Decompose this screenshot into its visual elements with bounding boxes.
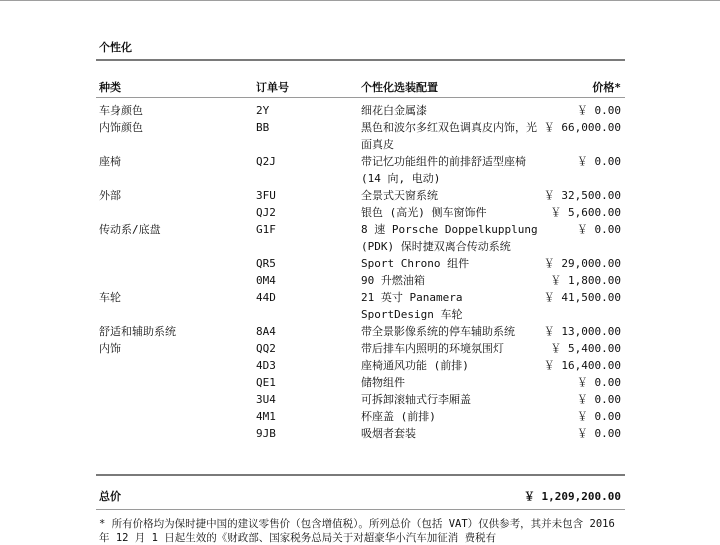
header-price: 价格* — [592, 81, 621, 94]
row-order-code: Q2J — [256, 155, 276, 168]
row-option-description: 细花白金属漆 — [361, 104, 427, 117]
table-row — [0, 323, 720, 340]
table-row — [0, 374, 720, 391]
row-option-description: 带后排车内照明的环境氛围灯 — [361, 342, 504, 355]
table-row — [0, 153, 720, 187]
row-option-description: 杯座盖 (前排) — [361, 410, 436, 423]
options-table — [0, 102, 720, 442]
row-category: 外部 — [99, 189, 121, 202]
row-option-description: 可拆卸滚轴式行李厢盖 — [361, 393, 471, 406]
table-row — [0, 357, 720, 374]
row-option-description: 全景式天窗系统 — [361, 189, 438, 202]
row-order-code: 4D3 — [256, 359, 276, 372]
row-option-description: 90 升燃油箱 — [361, 274, 425, 287]
table-row — [0, 204, 720, 221]
total-value: ￥ 1,209,200.00 — [523, 490, 621, 503]
row-price: ￥ 41,500.00 — [543, 291, 621, 304]
row-category: 内饰 — [99, 342, 121, 355]
row-option-description: 储物组件 — [361, 376, 405, 389]
table-row — [0, 221, 720, 255]
row-category: 车身颜色 — [99, 104, 143, 117]
footer-divider — [96, 509, 625, 510]
row-option-description: 座椅通风功能 (前排) — [361, 359, 469, 372]
row-order-code: 3FU — [256, 189, 276, 202]
row-option-description: 带记忆功能组件的前排舒适型座椅 (14 向, 电动) — [361, 155, 526, 185]
row-category: 内饰颜色 — [99, 121, 143, 134]
row-option-description: 吸烟者套装 — [361, 427, 416, 440]
row-order-code: 2Y — [256, 104, 270, 117]
row-order-code: QE1 — [256, 376, 276, 389]
row-price: ￥ 1,800.00 — [550, 274, 621, 287]
header-order-code: 订单号 — [256, 81, 289, 94]
table-row — [0, 340, 720, 357]
row-order-code: 0M4 — [256, 274, 276, 287]
row-option-description: Sport Chrono 组件 — [361, 257, 470, 270]
row-category: 座椅 — [99, 155, 121, 168]
row-order-code: QR5 — [256, 257, 276, 270]
top-divider — [0, 0, 720, 1]
row-price: ￥ 0.00 — [576, 393, 621, 406]
row-price: ￥ 0.00 — [576, 427, 621, 440]
row-price: ￥ 66,000.00 — [543, 121, 621, 134]
row-price: ￥ 13,000.00 — [543, 325, 621, 338]
table-row — [0, 408, 720, 425]
row-order-code: 4M1 — [256, 410, 276, 423]
row-option-description: 21 英寸 Panamera SportDesign 车轮 — [361, 291, 463, 321]
row-price: ￥ 0.00 — [576, 223, 621, 236]
table-row — [0, 119, 720, 153]
table-row — [0, 425, 720, 442]
row-order-code: QQ2 — [256, 342, 276, 355]
row-category: 传动系/底盘 — [99, 223, 161, 236]
header-divider — [96, 97, 625, 98]
table-row — [0, 272, 720, 289]
row-order-code: 3U4 — [256, 393, 276, 406]
row-price: ￥ 16,400.00 — [543, 359, 621, 372]
row-category: 舒适和辅助系统 — [99, 325, 176, 338]
price-footnote: * 所有价格均为保时捷中国的建议零售价（包含增值税）。所列总价（包括 VAT）仅供参考，其并未包含 2016 年 12 月 1 日起生效的《财政部、国家税务总局关于对超豪华小汽车加征消 费税有 — [99, 518, 615, 544]
row-price: ￥ 0.00 — [576, 410, 621, 423]
row-order-code: QJ2 — [256, 206, 276, 219]
row-price: ￥ 0.00 — [576, 104, 621, 117]
row-option-description: 银色 (高光) 侧车窗饰件 — [361, 206, 487, 219]
row-price: ￥ 32,500.00 — [543, 189, 621, 202]
row-option-description: 带全景影像系统的停车辅助系统 — [361, 325, 515, 338]
table-row — [0, 102, 720, 119]
row-option-description: 8 速 Porsche Doppelkupplung (PDK) 保时捷双离合传动系统 — [361, 223, 538, 253]
row-price: ￥ 0.00 — [576, 155, 621, 168]
row-order-code: BB — [256, 121, 270, 134]
header-category: 种类 — [99, 81, 121, 94]
table-row — [0, 289, 720, 323]
section-divider — [96, 59, 625, 61]
section-title: 个性化 — [99, 41, 132, 54]
row-order-code: 9JB — [256, 427, 276, 440]
row-option-description: 黑色和波尔多红双色调真皮内饰，光面真皮 — [361, 121, 537, 151]
row-price: ￥ 5,400.00 — [550, 342, 621, 355]
row-price: ￥ 29,000.00 — [543, 257, 621, 270]
table-row — [0, 255, 720, 272]
row-order-code: G1F — [256, 223, 276, 236]
row-order-code: 44D — [256, 291, 276, 304]
table-row — [0, 187, 720, 204]
row-price: ￥ 0.00 — [576, 376, 621, 389]
row-category: 车轮 — [99, 291, 121, 304]
row-price: ￥ 5,600.00 — [550, 206, 621, 219]
table-row — [0, 391, 720, 408]
total-divider — [96, 474, 625, 476]
row-order-code: 8A4 — [256, 325, 276, 338]
total-label: 总价 — [99, 490, 121, 503]
header-option: 个性化选装配置 — [361, 81, 438, 94]
